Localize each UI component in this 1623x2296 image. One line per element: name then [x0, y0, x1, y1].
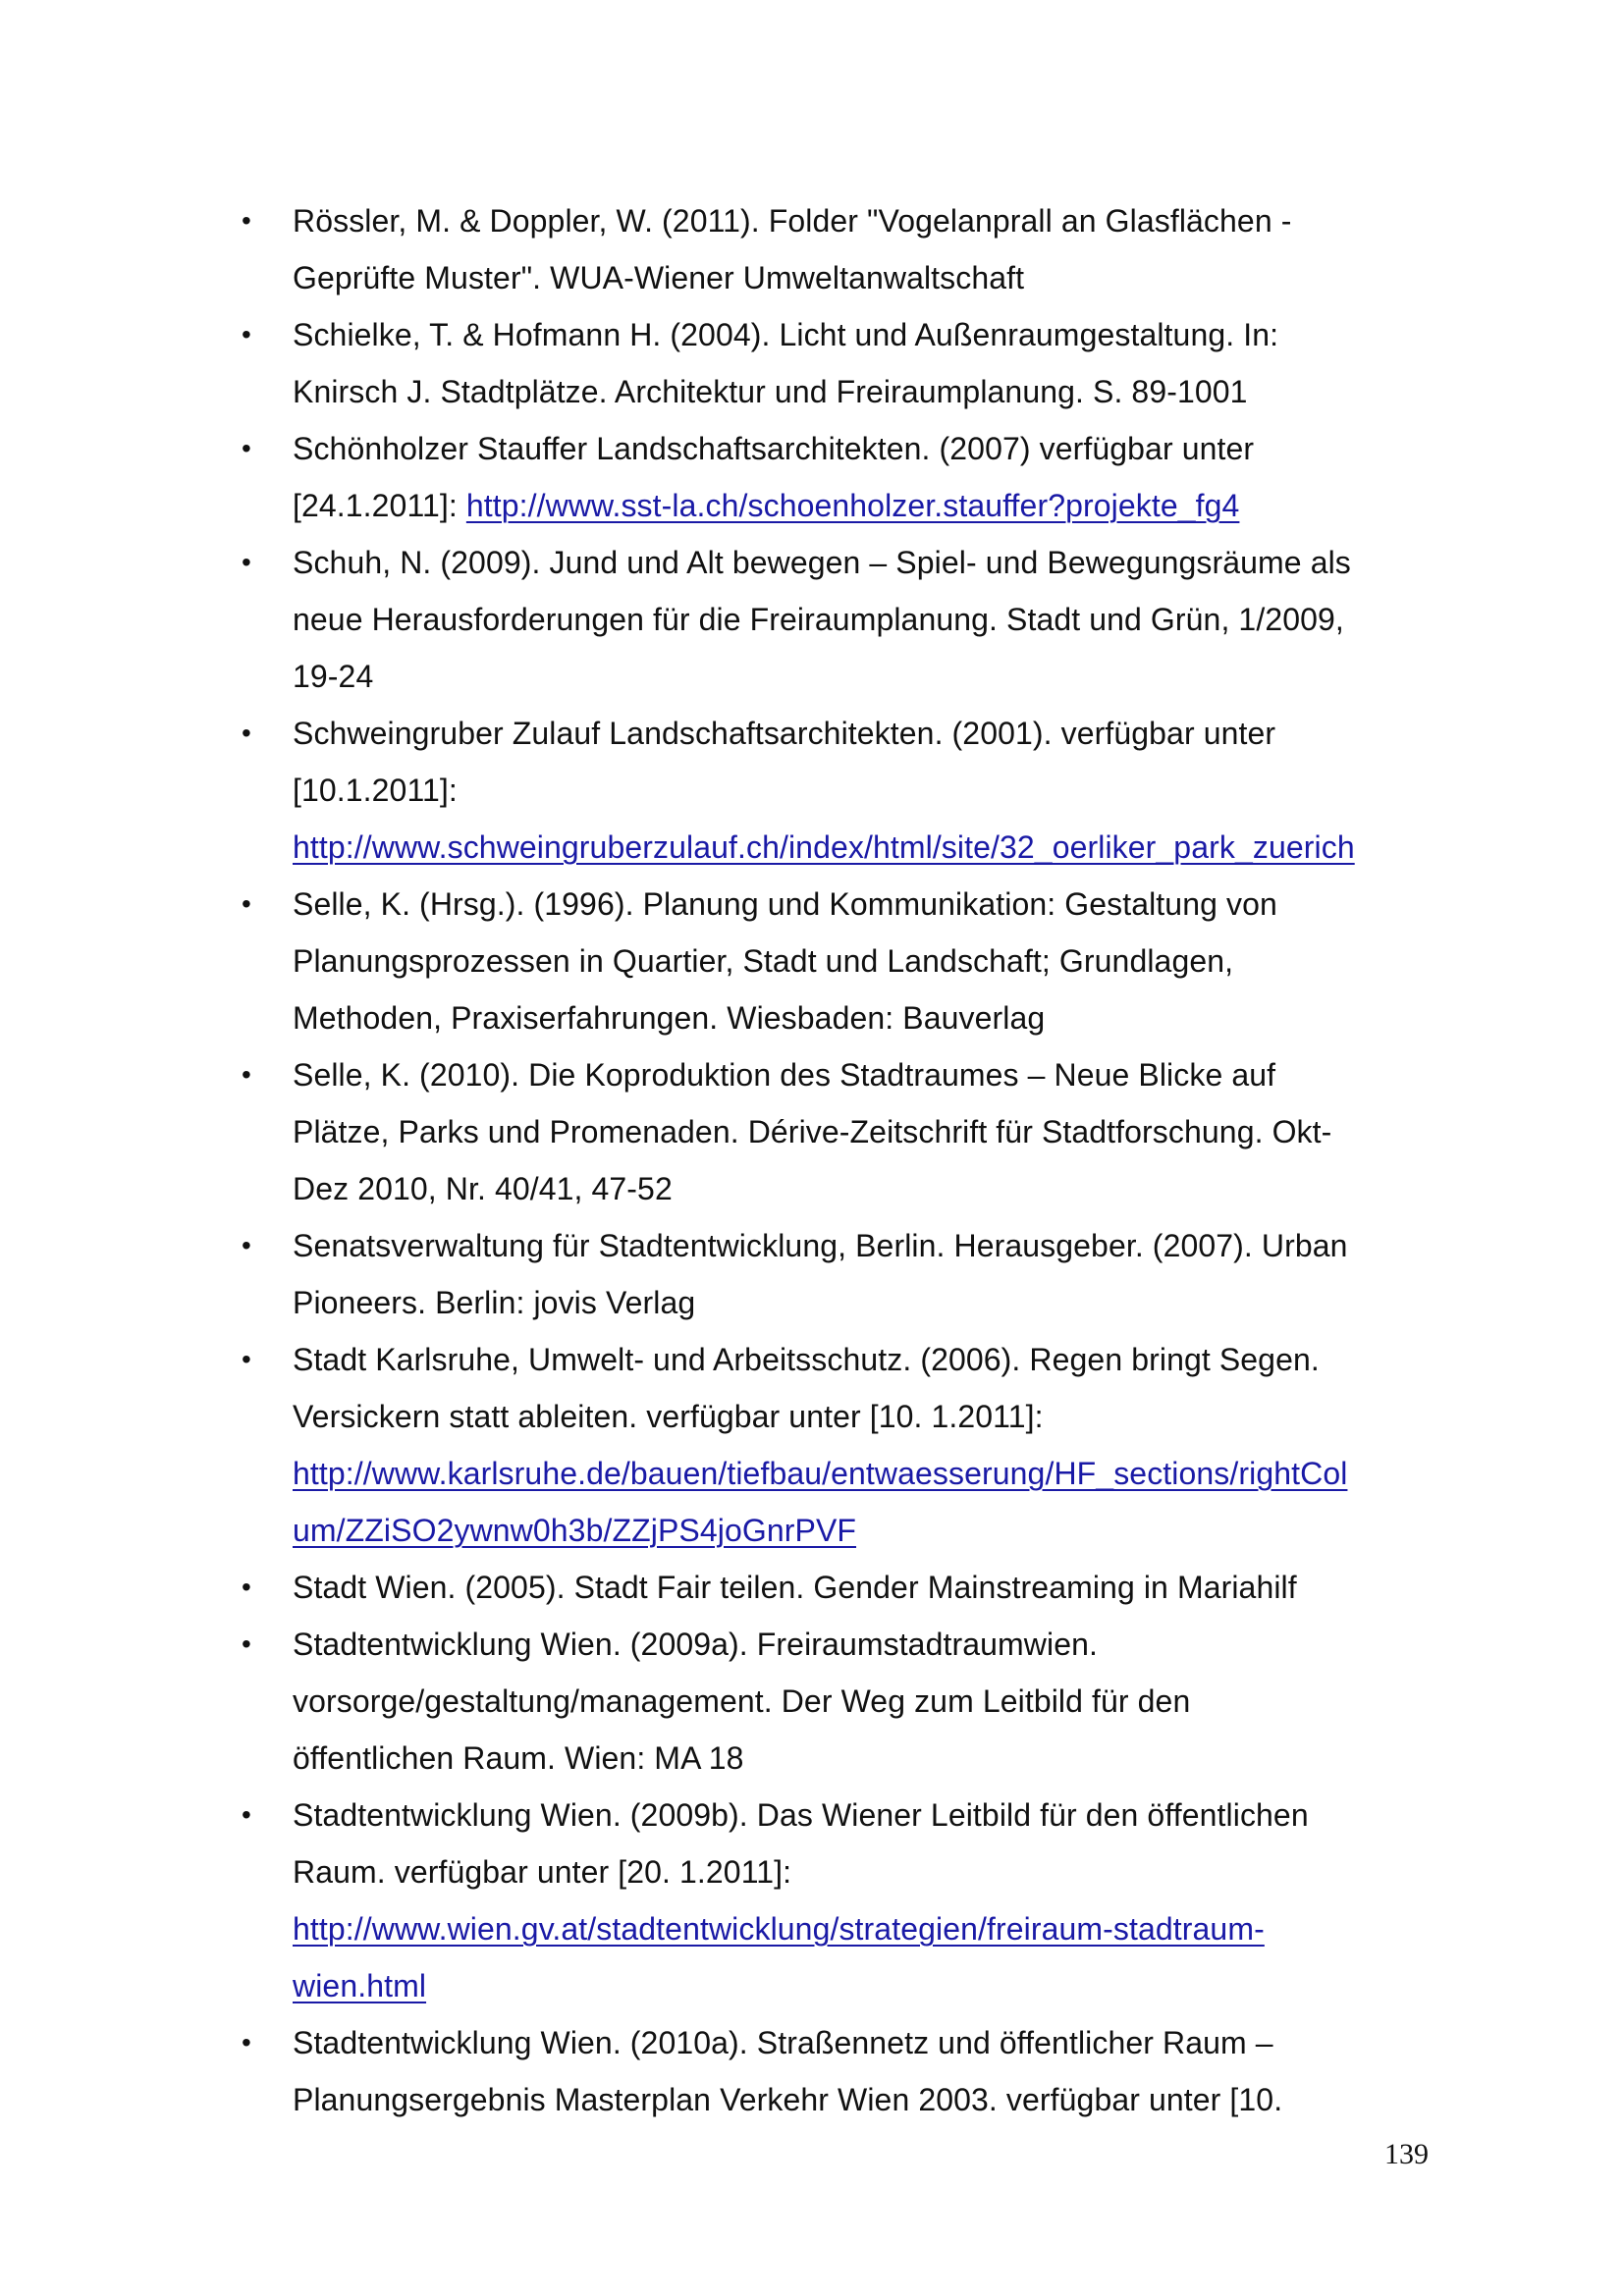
reference-text: neue Herausforderungen für die Freiraumplanung. Stadt und Grün, 1/2009,: [293, 602, 1344, 637]
page-number: 139: [1384, 2138, 1429, 2170]
reference-list: [237, 192, 1449, 2128]
reference-line: [293, 1559, 1449, 1616]
reference-text: Planungsergebnis Masterplan Verkehr Wien 2003. verfügbar unter [10.: [293, 2082, 1283, 2117]
reference-item: [237, 1217, 1449, 1331]
reference-text: Stadtentwicklung Wien. (2010a). Straßennetz und öffentlicher Raum –: [293, 2025, 1273, 2060]
reference-text: Schielke, T. & Hofmann H. (2004). Licht und Außenraumgestaltung. In:: [293, 317, 1279, 352]
reference-text: Planungsprozessen in Quartier, Stadt und Landschaft; Grundlagen,: [293, 943, 1234, 979]
reference-link[interactable]: http://www.karlsruhe.de/bauen/tiefbau/entwaesserung/HF_sections/rightCol: [293, 1456, 1348, 1491]
reference-line: [293, 1957, 1449, 2014]
reference-line: [293, 1274, 1449, 1331]
bullet-icon: •: [242, 1572, 251, 1602]
reference-text: Pioneers. Berlin: jovis Verlag: [293, 1285, 696, 1320]
reference-text: Dez 2010, Nr. 40/41, 47-52: [293, 1171, 673, 1206]
reference-item: [237, 192, 1449, 306]
reference-text: Versickern statt ableiten. verfügbar unter [10. 1.2011]:: [293, 1399, 1044, 1434]
bullet-icon: •: [242, 1629, 251, 1659]
reference-text: öffentlichen Raum. Wien: MA 18: [293, 1740, 744, 1776]
reference-line: [293, 363, 1449, 420]
reference-line: [293, 591, 1449, 648]
reference-text: Schuh, N. (2009). Jund und Alt bewegen – Spiel- und Bewegungsräume als: [293, 545, 1351, 580]
reference-line: [293, 1730, 1449, 1787]
reference-item: [237, 1787, 1449, 2014]
reference-line: [293, 1502, 1449, 1559]
reference-item: [237, 534, 1449, 705]
reference-line: [293, 2014, 1449, 2071]
reference-line: [293, 762, 1449, 819]
reference-text: Stadtentwicklung Wien. (2009b). Das Wiener Leitbild für den öffentlichen: [293, 1797, 1309, 1833]
reference-line: [293, 477, 1449, 534]
reference-link[interactable]: wien.html: [293, 1968, 427, 2003]
reference-text: Geprüfte Muster". WUA-Wiener Umweltanwaltschaft: [293, 260, 1025, 295]
reference-text: Schweingruber Zulauf Landschaftsarchitekten. (2001). verfügbar unter: [293, 716, 1276, 751]
reference-item: [237, 2014, 1449, 2128]
reference-item: [237, 1559, 1449, 1616]
reference-text: Knirsch J. Stadtplätze. Architektur und Freiraumplanung. S. 89-1001: [293, 374, 1248, 409]
bullet-icon: •: [242, 547, 251, 577]
reference-line: [293, 420, 1449, 477]
reference-text: Selle, K. (2010). Die Koproduktion des Stadtraumes – Neue Blicke auf: [293, 1057, 1276, 1093]
reference-line: [293, 534, 1449, 591]
reference-text: Stadt Karlsruhe, Umwelt- und Arbeitsschutz. (2006). Regen bringt Segen.: [293, 1342, 1320, 1377]
reference-text: Rössler, M. & Doppler, W. (2011). Folder "Vogelanprall an Glasflächen -: [293, 203, 1292, 239]
reference-text: Senatsverwaltung für Stadtentwicklung, Berlin. Herausgeber. (2007). Urban: [293, 1228, 1348, 1263]
reference-text: Plätze, Parks und Promenaden. Dérive-Zeitschrift für Stadtforschung. Okt-: [293, 1114, 1332, 1149]
reference-line: [293, 933, 1449, 989]
reference-line: [293, 1217, 1449, 1274]
bullet-icon: •: [242, 1799, 251, 1830]
reference-line: [293, 1160, 1449, 1217]
reference-line: [293, 1445, 1449, 1502]
reference-line: [293, 1900, 1449, 1957]
bullet-icon: •: [242, 205, 251, 236]
reference-item: [237, 705, 1449, 876]
bullet-icon: •: [242, 2027, 251, 2057]
reference-text: [24.1.2011]:: [293, 488, 466, 523]
reference-line: [293, 1103, 1449, 1160]
reference-item: [237, 306, 1449, 420]
bullet-icon: •: [242, 888, 251, 919]
reference-text: 19-24: [293, 659, 374, 694]
reference-link[interactable]: http://www.sst-la.ch/schoenholzer.stauffer?projekte_fg4: [465, 488, 1240, 523]
reference-text: Stadtentwicklung Wien. (2009a). Freiraumstadtraumwien.: [293, 1627, 1098, 1662]
reference-line: [293, 1787, 1449, 1843]
bullet-icon: •: [242, 1344, 251, 1374]
reference-text: Schönholzer Stauffer Landschaftsarchitekten. (2007) verfügbar unter: [293, 431, 1255, 466]
bullet-icon: •: [242, 718, 251, 748]
reference-line: [293, 989, 1449, 1046]
reference-link[interactable]: http://www.schweingruberzulauf.ch/index/html/site/32_oerliker_park_zuerich: [293, 829, 1355, 865]
bullet-icon: •: [242, 1230, 251, 1260]
reference-line: [293, 819, 1449, 876]
reference-text: vorsorge/gestaltung/management. Der Weg zum Leitbild für den: [293, 1683, 1191, 1719]
reference-text: [10.1.2011]:: [293, 773, 458, 808]
reference-line: [293, 249, 1449, 306]
reference-link[interactable]: um/ZZiSO2ywnw0h3b/ZZjPS4joGnrPVF: [293, 1513, 857, 1548]
bullet-icon: •: [242, 433, 251, 463]
reference-text: Raum. verfügbar unter [20. 1.2011]:: [293, 1854, 792, 1890]
bullet-icon: •: [242, 1059, 251, 1090]
reference-line: [293, 876, 1449, 933]
reference-text: Selle, K. (Hrsg.). (1996). Planung und Kommunikation: Gestaltung von: [293, 886, 1277, 922]
reference-line: [293, 1388, 1449, 1445]
reference-line: [293, 1843, 1449, 1900]
reference-line: [293, 648, 1449, 705]
reference-line: [293, 1673, 1449, 1730]
reference-line: [293, 1331, 1449, 1388]
reference-text: Stadt Wien. (2005). Stadt Fair teilen. Gender Mainstreaming in Mariahilf: [293, 1570, 1297, 1605]
reference-line: [293, 1046, 1449, 1103]
reference-line: [293, 1616, 1449, 1673]
reference-item: [237, 1616, 1449, 1787]
reference-line: [293, 306, 1449, 363]
reference-line: [293, 192, 1449, 249]
reference-item: [237, 1331, 1449, 1559]
reference-line: [293, 2071, 1449, 2128]
reference-item: [237, 1046, 1449, 1217]
reference-item: [237, 876, 1449, 1046]
reference-link[interactable]: http://www.wien.gv.at/stadtentwicklung/strategien/freiraum-stadtraum-: [293, 1911, 1265, 1947]
reference-text: Methoden, Praxiserfahrungen. Wiesbaden: Bauverlag: [293, 1000, 1046, 1036]
reference-line: [293, 705, 1449, 762]
reference-item: [237, 420, 1449, 534]
bullet-icon: •: [242, 319, 251, 349]
